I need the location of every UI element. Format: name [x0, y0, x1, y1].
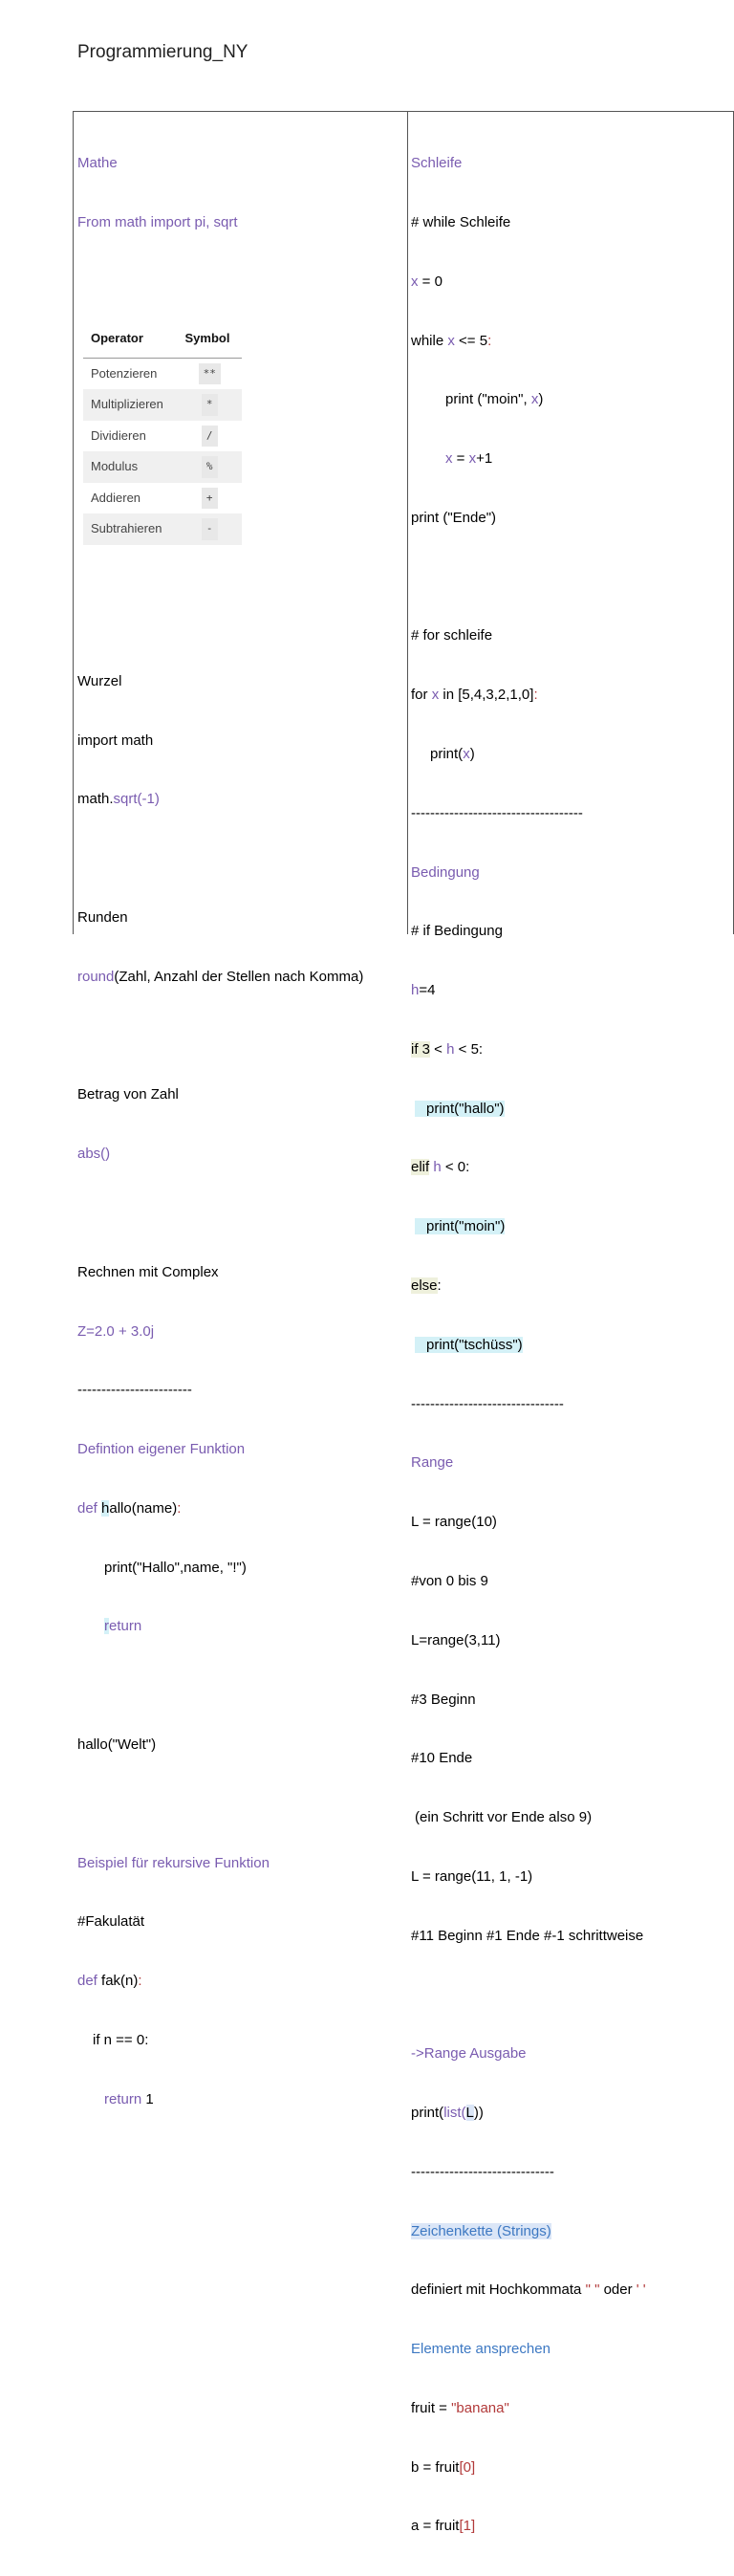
- operator-name: Subtrahieren: [83, 513, 177, 545]
- notes-table: [73, 111, 734, 2535]
- range-comment-2: #3 Beginn: [411, 1691, 476, 1708]
- print-moin-x-line: print ("moin", x): [445, 391, 544, 408]
- while-line: while x <= 5:: [411, 332, 492, 349]
- complex-line: Z=2.0 + 3.0j: [77, 1322, 155, 1340]
- range-comment-5: #11 Beginn #1 Ende #-1 schrittweise: [411, 1927, 644, 1944]
- print-moin-line: print("moin"): [411, 1217, 730, 1237]
- betrag-heading: Betrag von Zahl: [77, 1086, 179, 1103]
- print-hallo-line: print("hallo"): [411, 1100, 730, 1120]
- operator-header: Operator: [83, 322, 177, 358]
- print-ende-line: print ("Ende"): [411, 509, 497, 526]
- table-row: [83, 421, 242, 452]
- print-hallo-line: print("Hallo",name, "!"): [104, 1559, 247, 1576]
- fruit-line: fruit = "banana": [411, 2399, 509, 2416]
- table-row: [83, 513, 242, 545]
- bedingung-heading: Bedingung: [411, 863, 480, 881]
- range-line-2: L=range(3,11): [411, 1631, 501, 1648]
- column-divider: [407, 112, 408, 934]
- for-line: for x in [5,4,3,2,1,0]:: [411, 687, 538, 704]
- operator-symbol: **: [199, 363, 221, 385]
- document-title: Programmierung_NY: [77, 42, 248, 62]
- a-index-line: a = fruit[1]: [411, 2518, 476, 2535]
- funktion-heading: Defintion eigener Funktion: [77, 1441, 246, 1458]
- wurzel-heading: Wurzel: [77, 672, 122, 689]
- separator: ------------------------------: [411, 2163, 554, 2180]
- complex-heading: Rechnen mit Complex: [77, 1263, 219, 1280]
- operator-table: [83, 322, 242, 545]
- h-assign-line: h=4: [411, 982, 436, 999]
- mathe-heading: Mathe: [77, 155, 118, 172]
- table-row: [83, 358, 242, 389]
- rekursiv-heading: Beispiel für rekursive Funktion: [77, 1854, 270, 1871]
- if-comment: # if Bedingung: [411, 923, 503, 940]
- call-hallo-line: hallo("Welt"): [77, 1736, 157, 1753]
- b-index-line: b = fruit[0]: [411, 2458, 476, 2476]
- sqrt-line: math.sqrt(-1): [77, 791, 160, 808]
- range-ausgabe-heading: ->Range Ausgabe: [411, 2045, 527, 2063]
- if-line: if 3 < h < 5:: [411, 1040, 484, 1058]
- elemente-heading: Elemente ansprechen: [411, 2341, 550, 2358]
- elif-line: elif h < 0:: [411, 1159, 470, 1176]
- range-line-3: L = range(11, 1, -1): [411, 1867, 533, 1885]
- table-row: [83, 389, 242, 421]
- else-line: else:: [411, 1277, 442, 1295]
- strings-heading: Zeichenkette (Strings): [411, 2222, 551, 2239]
- for-comment: # for schleife: [411, 627, 493, 644]
- strings-definition: definiert mit Hochkommata " " oder ' ': [411, 2281, 646, 2299]
- separator: ------------------------------------: [411, 804, 583, 821]
- import-line: From math import pi, sqrt: [77, 213, 238, 230]
- operator-symbol: -: [202, 518, 218, 540]
- left-column: [77, 115, 402, 2149]
- schleife-heading: Schleife: [411, 155, 463, 172]
- return-one-line: return 1: [104, 2090, 154, 2107]
- separator: ------------------------: [77, 1382, 192, 1399]
- operator-name: Addieren: [91, 490, 141, 505]
- operator-name: Potenzieren: [91, 365, 158, 381]
- runden-heading: Runden: [77, 909, 128, 927]
- operator-symbol: *: [202, 394, 218, 416]
- def-hallo-line: def hallo(name):: [77, 1499, 182, 1517]
- def-fak-line: def fak(n):: [77, 1973, 142, 1990]
- print-tschuess-line: print("tschüss"): [411, 1336, 730, 1356]
- range-line-1: L = range(10): [411, 1514, 497, 1531]
- range-comment-4: (ein Schritt vor Ende also 9): [415, 1809, 593, 1826]
- symbol-header: Symbol: [177, 322, 242, 358]
- fak-comment: #Fakulatät: [77, 1913, 145, 1931]
- print-list-line: print(list(L)): [411, 2104, 484, 2121]
- operator-name: Modulus: [83, 451, 177, 483]
- operator-name: Multiplizieren: [83, 389, 177, 421]
- round-line: round(Zahl, Anzahl der Stellen nach Komma): [77, 968, 364, 985]
- operator-symbol: /: [202, 426, 218, 448]
- return-line: return: [104, 1618, 142, 1635]
- table-row: [83, 483, 242, 514]
- range-comment-3: #10 Ende: [411, 1750, 473, 1767]
- print-x-line: print(x): [430, 746, 475, 762]
- range-heading: Range: [411, 1454, 454, 1472]
- if-n-line: if n == 0:: [93, 2031, 149, 2048]
- operator-symbol: %: [202, 456, 218, 478]
- x-increment-line: x = x+1: [445, 450, 493, 468]
- range-comment-1: #von 0 bis 9: [411, 1572, 488, 1589]
- operator-name: Dividieren: [91, 427, 146, 443]
- right-column: [411, 115, 730, 2576]
- abs-line: abs(): [77, 1146, 111, 1163]
- table-row: [83, 451, 242, 483]
- x-assign-line: x = 0: [411, 273, 443, 290]
- while-comment: # while Schleife: [411, 213, 511, 230]
- import-math-line: import math: [77, 731, 154, 749]
- separator: --------------------------------: [411, 1395, 564, 1412]
- operator-symbol: +: [202, 488, 218, 510]
